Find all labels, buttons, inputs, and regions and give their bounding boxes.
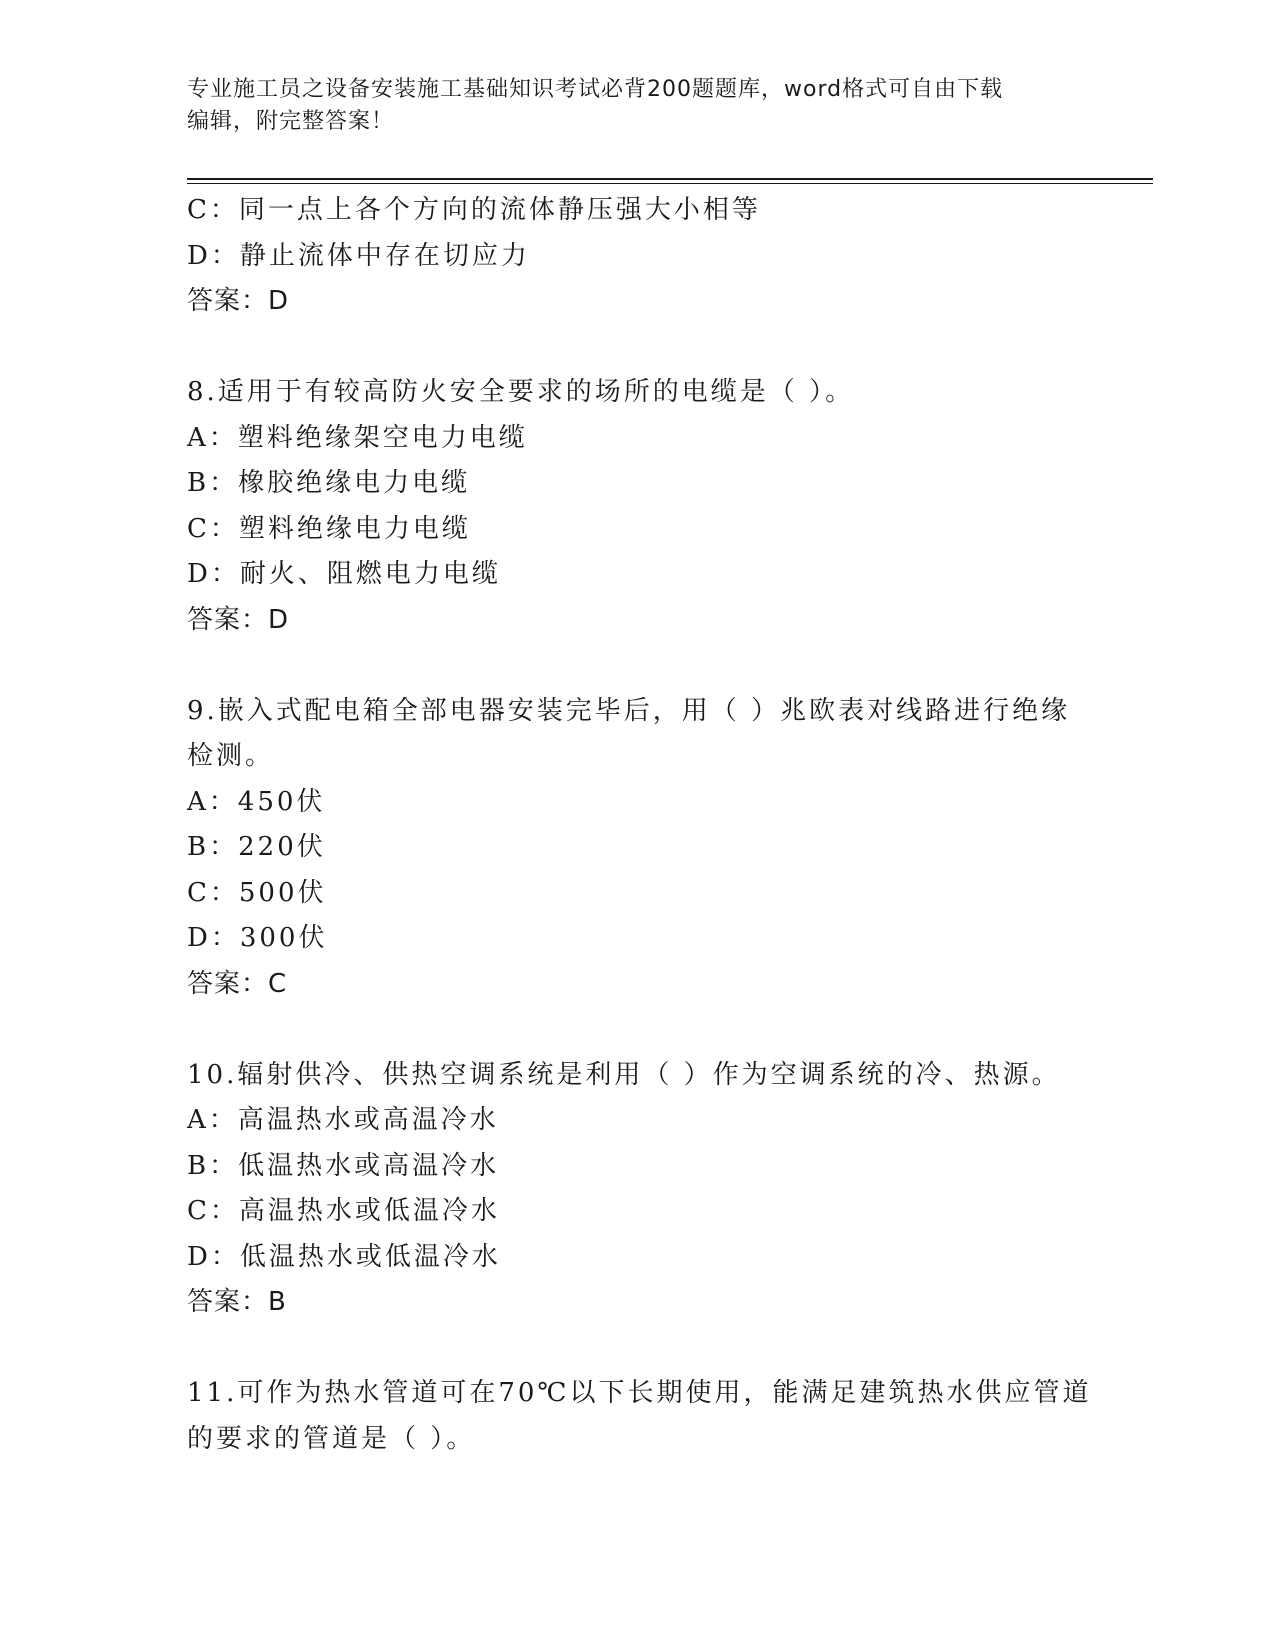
option-a: A：塑料绝缘架空电力电缆 xyxy=(187,422,528,453)
option-c: C：高温热水或低温冷水 xyxy=(187,1196,500,1226)
spacer xyxy=(187,643,1107,689)
option-c: C：塑料绝缘电力电缆 xyxy=(187,513,471,544)
question-stem: 11.可作为热水管道可在70℃以下长期使用，能满足建筑热水供应管道 xyxy=(187,1378,1092,1408)
question-10 xyxy=(187,1053,1107,1326)
option-d: D：耐火、阻燃电力电缆 xyxy=(187,559,501,589)
question-stem: 9.嵌入式配电箱全部电器安装完毕后，用（ ）兆欧表对线路进行绝缘 xyxy=(187,695,1071,726)
question-stem: 10.辐射供冷、供热空调系统是利用（ ）作为空调系统的冷、热源。 xyxy=(187,1059,1061,1090)
question-9 xyxy=(187,689,1107,1008)
header-divider-thin xyxy=(187,183,1153,184)
spacer xyxy=(187,1326,1107,1372)
question-list xyxy=(187,188,1107,1462)
answer-line: 答案：D xyxy=(187,604,290,635)
question-stem-continued: 的要求的管道是（ ）。 xyxy=(187,1423,476,1454)
header-title-line1: 专业施工员之设备安装施工基础知识考试必背200题题库，word格式可自由下载 xyxy=(187,77,1004,102)
document-header xyxy=(187,74,1087,138)
question-7 xyxy=(187,188,1107,325)
answer-line: 答案：D xyxy=(187,286,290,316)
spacer xyxy=(187,1007,1107,1053)
header-divider-thick xyxy=(187,178,1153,180)
question-stem: 8.适用于有较高防火安全要求的场所的电缆是（ ）。 xyxy=(187,377,855,407)
option-d: D：300伏 xyxy=(187,923,328,953)
option-b: B：低温热水或高温冷水 xyxy=(187,1150,500,1181)
option-c: C：500伏 xyxy=(187,877,327,908)
question-stem-continued: 检测。 xyxy=(187,741,275,771)
spacer xyxy=(187,325,1107,371)
option-a: A：450伏 xyxy=(187,786,326,817)
option-a: A：高温热水或高温冷水 xyxy=(187,1105,499,1135)
option-b: B：橡胶绝缘电力电缆 xyxy=(187,468,471,498)
answer-line: 答案：C xyxy=(187,968,288,999)
header-title-line2: 编辑，附完整答案！ xyxy=(187,109,395,134)
answer-line: 答案：B xyxy=(187,1287,287,1317)
question-11 xyxy=(187,1371,1107,1462)
question-8 xyxy=(187,370,1107,643)
option-d: D：低温热水或低温冷水 xyxy=(187,1241,501,1272)
option-b: B：220伏 xyxy=(187,832,326,862)
option-d: D：静止流体中存在切应力 xyxy=(187,240,530,271)
option-c: C：同一点上各个方向的流体静压强大小相等 xyxy=(187,195,761,225)
